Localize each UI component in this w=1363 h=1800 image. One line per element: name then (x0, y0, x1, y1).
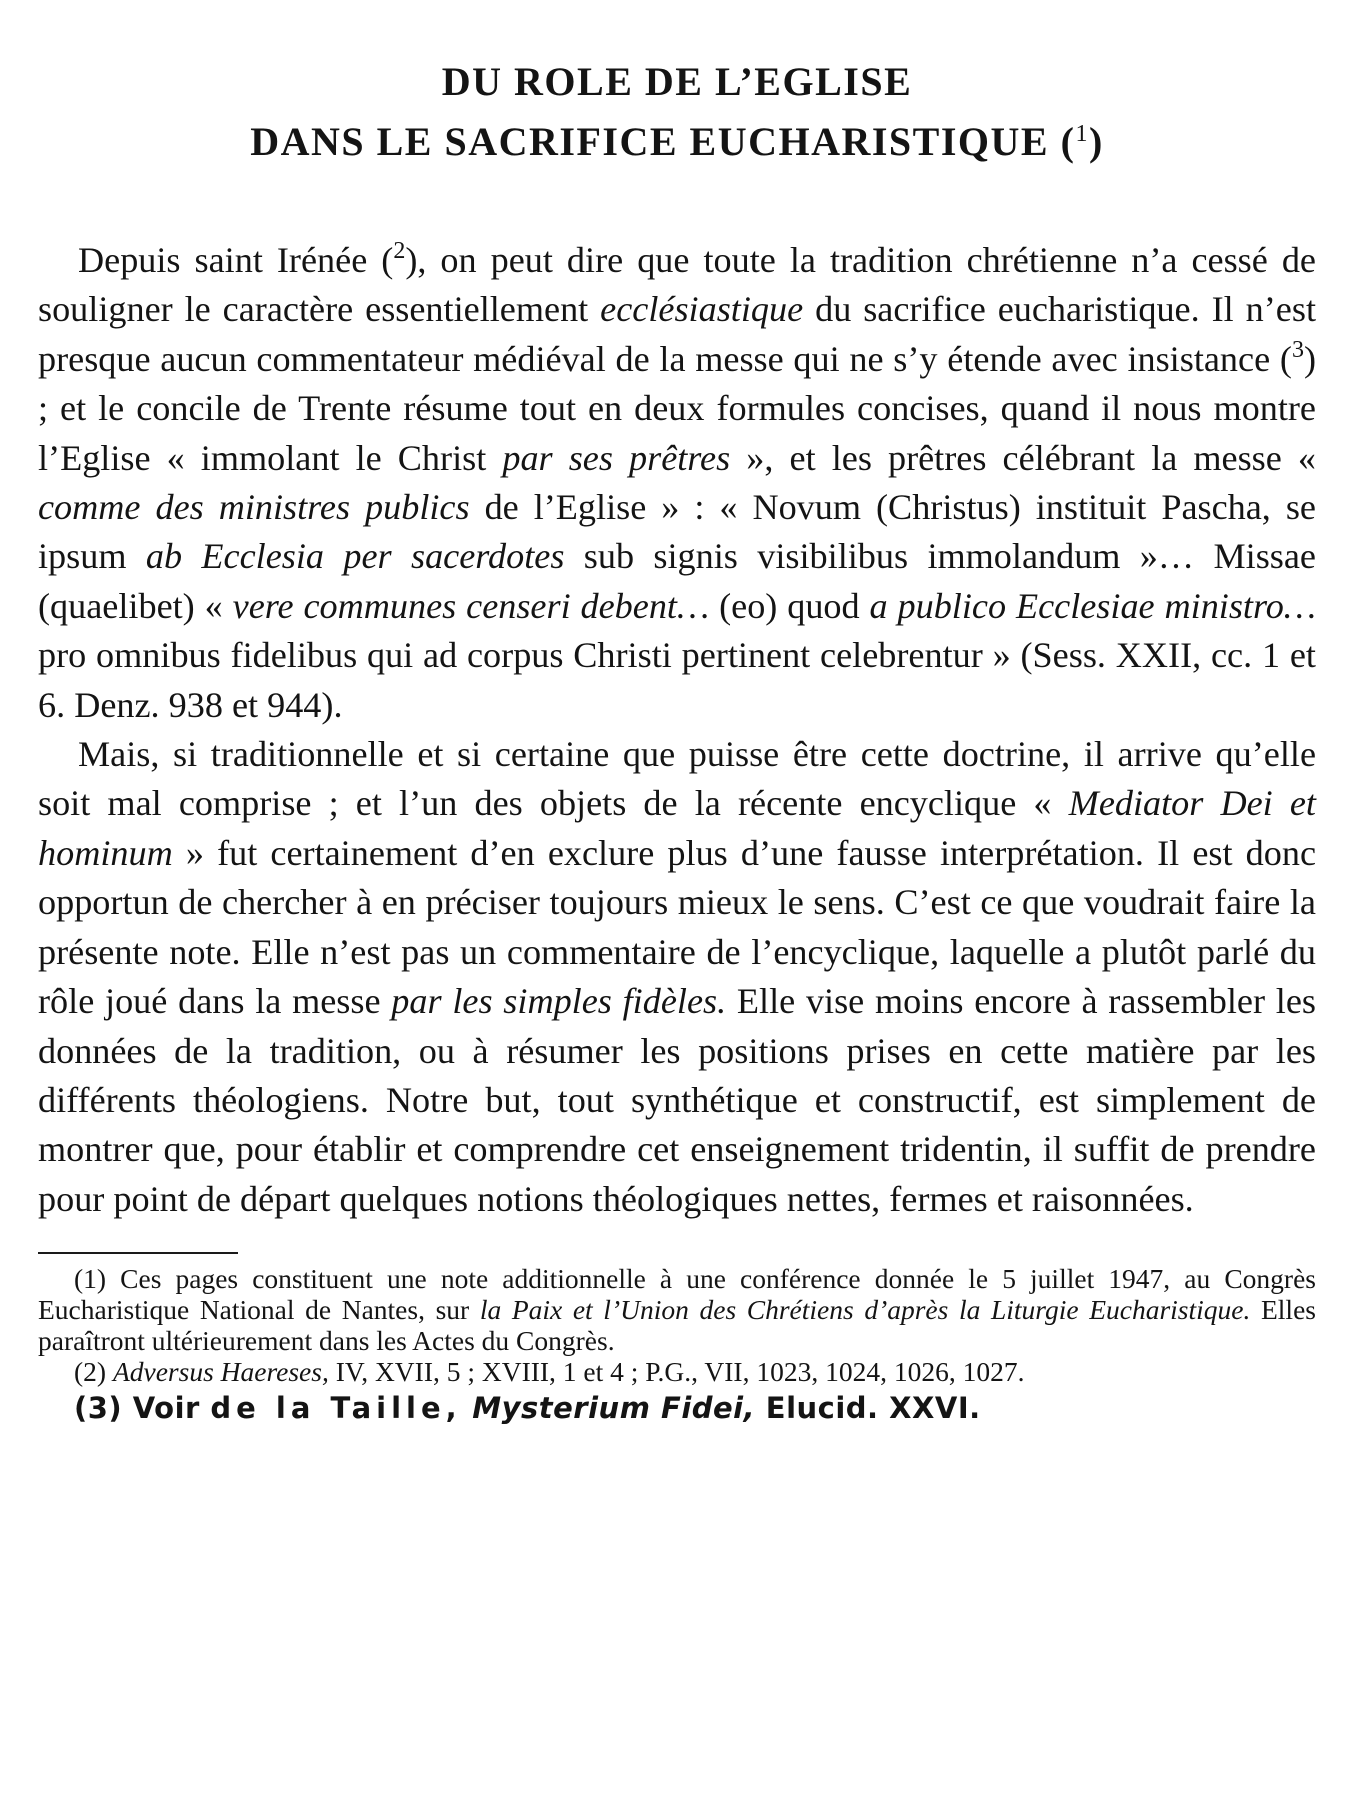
footnote-3: (3) Voir de la Taille, Mysterium Fidei, Elucid. XXVI. (74, 1391, 981, 1426)
title-line-1: DU ROLE DE L’EGLISE (441, 59, 913, 104)
paragraph-1: Depuis saint Irénée ($^2$), on peut dire que toute la tradition chrétienne n’a cessé de souligner le caractère essentiellement ecclésiastique du sacrifice eucharistique. Il n’est presque aucun commentateur médiéval de la messe qui ne s’y étende avec insistance ($^3$) ; et le concile de Trente résume tout en deux formules concises, quand il nous montre l’Eglise « immolant le Christ par ses prêtres », et les prêtres célébrant la messe « comme des ministres publics de l’Eglise » : « Novum (Christus) instituit Pascha, se ipsum ab Ecclesia per sacerdotes sub signis visibilibus immolandum »… Missae (quaelibet) « vere communes censeri debent… (eo) quod a publico Ecclesiae ministro… pro omnibus fidelibus qui ad corpus Christi pertinent celebrentur » (Sess. XXII, cc. 1 et 6. Denz. 938 et 944). (38, 238, 1316, 725)
title-line-2: DANS LE SACRIFICE EUCHARISTIQUE (250, 119, 1050, 164)
footnote-divider (38, 1252, 238, 1254)
footnote-2: (2) Adversus Haereses, IV, XVII, 5 ; XVIII, 1 et 4 ; P.G., VII, 1023, 1024, 1026, 1027. (74, 1355, 1025, 1387)
footnotes (38, 1264, 1316, 1429)
article-title: DU ROLE DE L’EGLISE DANS LE SACRIFICE EUCHARISTIQUE ($^1$) (250, 59, 1104, 164)
article-body (38, 236, 1316, 1224)
footnote-ref-1[interactable]: 1 (1075, 121, 1089, 147)
footnote-ref-3[interactable]: 3 (1291, 336, 1304, 363)
footnote-1: (1) Ces pages constituent une note additionnelle à une conférence donnée le 5 juillet 1947, au Congrès Eucharistique National de Nantes, sur la Paix et l’Union des Chrétiens d’après la Liturgie Eucharistique. Elles paraîtront ultérieurement dans les Actes du Congrès. (38, 1263, 1316, 1356)
paragraph-2: Mais, si traditionnelle et si certaine que puisse être cette doctrine, il arrive qu’elle soit mal comprise ; et l’un des objets de la récente encyclique « Mediator Dei et hominum » fut certainement d’en exclure plus d’une fausse interprétation. Il est donc opportun de chercher à en préciser toujours mieux le sens. C’est ce que voudrait faire la présente note. Elle n’est pas un commentaire de l’encyclique, laquelle a plutôt parlé du rôle joué dans la messe par les simples fidèles. Elle vise moins encore à rassembler les données de la tradition, ou à résumer les positions prises en cette matière par les différents théologiens. Notre but, tout synthétique et constructif, est simplement de montrer que, pour établir et comprendre cet enseignement tridentin, il suffit de prendre pour point de départ quelques notions théologiques nettes, fermes et raisonnées. (38, 734, 1316, 1219)
document-page (38, 52, 1316, 1429)
footnote-ref-2[interactable]: 2 (393, 238, 406, 264)
